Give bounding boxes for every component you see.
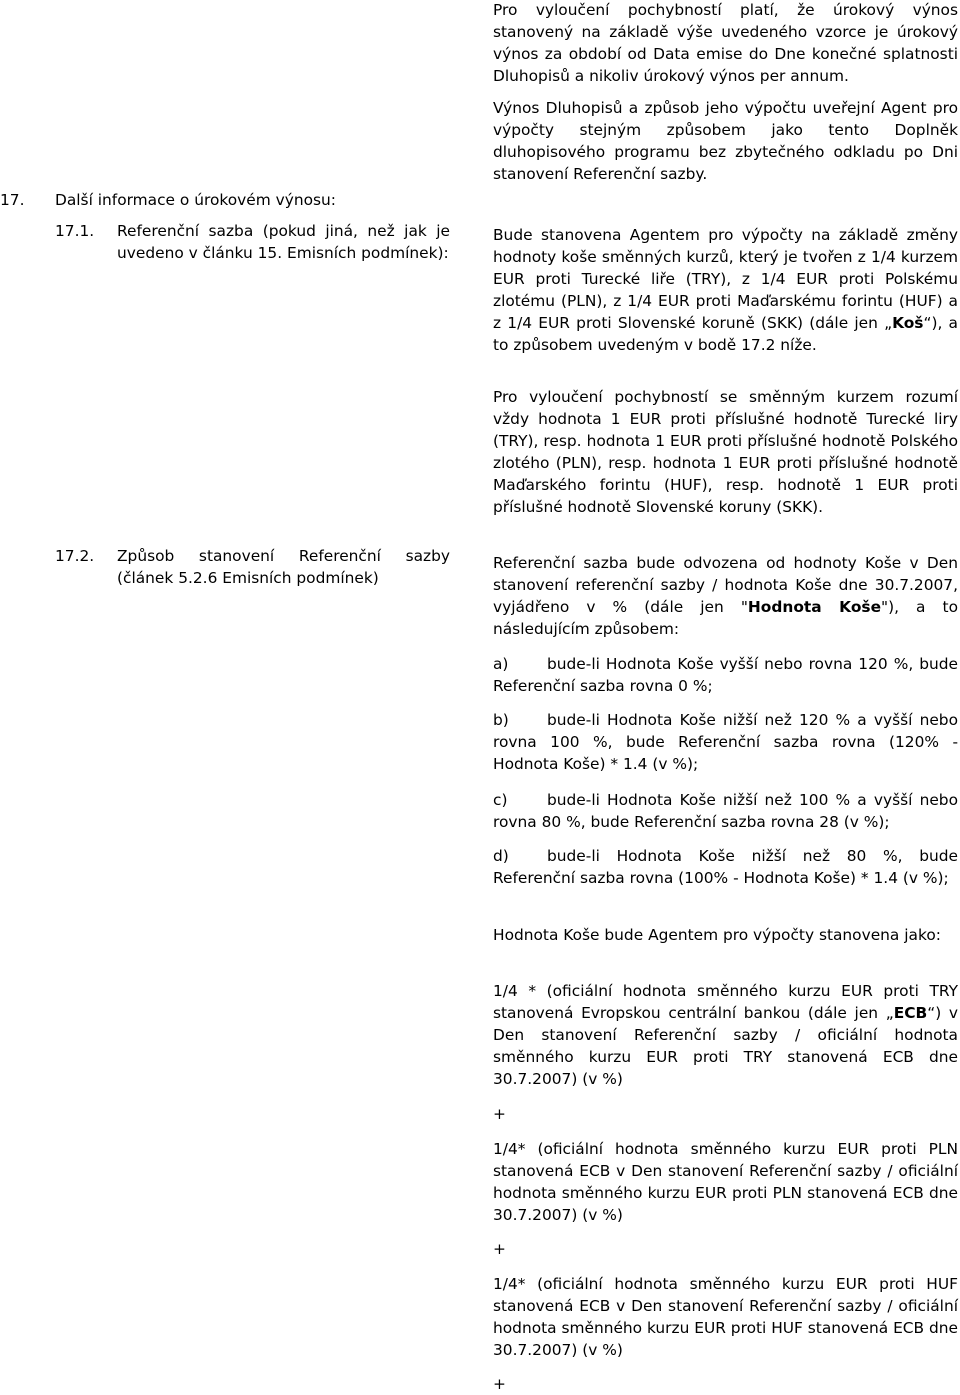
paragraph-exchange-rate-note: Pro vyloučení pochybností se směnným kurzem rozumí vždy hodnota 1 EUR proti příslušné hodnotě Turecké liry (TRY), resp. hodnota 1 EUR proti příslušné hodnotě Polského zlotého (PLN), resp. hodnota 1 EUR proti příslušné hodnotě Maďarského forintu (HUF), resp. hodnotě 1 EUR proti příslušné hodnotě Slovenské koruny (SKK). xyxy=(493,388,958,516)
formula-term-try: 1/4 * (oficiální hodnota směnného kurzu EUR proti TRY stanovená Evropskou centrální bankou (dále jen „ECB“) v Den stanovení Referenční sazby / oficiální hodnota směnného kurzu EUR proti TRY stanovená ECB dne 30.7.2007) (v %) xyxy=(493,982,959,1088)
plus-sign-2: + xyxy=(493,1240,506,1258)
case-b-label: b) xyxy=(493,711,509,729)
term-ecb: ECB xyxy=(893,1004,928,1022)
plus-sign-3: + xyxy=(493,1375,506,1393)
case-d-label: d) xyxy=(493,847,509,865)
paragraph-basket-definition: Bude stanovena Agentem pro výpočty na základě změny hodnoty koše směnných kurzů, který je tvořen z 1/4 kurzem EUR proti Turecké liře (TRY), z 1/4 EUR proti Polskému zlotému (PLN), z 1/4 EUR proti Maďarskému forintu (HUF) a z 1/4 EUR proti Slovenské koruně (SKK) (dále jen „Koš“), a to způsobem uvedeným v bodě 17.2 níže. xyxy=(493,226,958,354)
case-a xyxy=(493,653,958,697)
section-number: 17. xyxy=(0,191,25,209)
plus-sign-1: + xyxy=(493,1105,506,1123)
formula-term-pln: 1/4* (oficiální hodnota směnného kurzu EUR proti PLN stanovená ECB v Den stanovení Referenční sazby / oficiální hodnota směnného kurzu EUR proti PLN stanovená ECB dne 30.7.2007) (v %) xyxy=(493,1140,958,1224)
paragraph-interest-yield-note: Pro vyloučení pochybností platí, že úrokový výnos stanovený na základě výše uvedeného vzorce je úrokový výnos za období od Data emise do Dne konečné splatnosti Dluhopisů a nikoliv úrokový výnos per annum. xyxy=(493,1,958,85)
paragraph-reference-rate-derivation: Referenční sazba bude odvozena od hodnoty Koše v Den stanovení referenční sazby / hodnota Koše dne 30.7.2007, vyjádřeno v % (dále jen "Hodnota Koše"), a to následujícím způsobem: xyxy=(493,554,958,638)
item-17-1-number: 17.1. xyxy=(55,222,95,240)
case-d-text: bude-li Hodnota Koše nižší než 80 %, bude Referenční sazba rovna (100% - Hodnota Koše) * 1.4 (v %); xyxy=(493,847,958,887)
paragraph-yield-publication: Výnos Dluhopisů a způsob jeho výpočtu uveřejní Agent pro výpočty stejným způsobem jako tento Doplněk dluhopisového programu bez zbytečného odkladu po Dni stanovení Referenční sazby. xyxy=(493,99,958,183)
term-kos: Koš xyxy=(892,314,924,332)
item-17-1-text: Referenční sazba (pokud jiná, než jak je uvedeno v článku 15. Emisních podmínek): xyxy=(117,222,450,262)
item-17-2-number: 17.2. xyxy=(55,547,95,565)
case-c-label: c) xyxy=(493,791,508,809)
formula-term-huf: 1/4* (oficiální hodnota směnného kurzu EUR proti HUF stanovená ECB v Den stanovení Referenční sazby / oficiální hodnota směnného kurzu EUR proti HUF stanovená ECB dne 30.7.2007) (v %) xyxy=(493,1275,958,1359)
case-c xyxy=(493,789,958,833)
case-b-text: bude-li Hodnota Koše nižší než 120 % a vyšší nebo rovna 100 %, bude Referenční sazba rovna (120% - Hodnota Koše) * 1.4 (v %); xyxy=(493,711,958,773)
case-a-label: a) xyxy=(493,655,509,673)
case-b xyxy=(493,709,958,775)
case-d xyxy=(493,845,958,889)
paragraph-basket-value-intro: Hodnota Koše bude Agentem pro výpočty stanovena jako: xyxy=(493,926,941,944)
section-17-heading xyxy=(0,189,460,211)
case-c-text: bude-li Hodnota Koše nižší než 100 % a vyšší nebo rovna 80 %, bude Referenční sazba rovna 28 (v %); xyxy=(493,791,958,831)
term-hodnota-kose: Hodnota Koše xyxy=(747,598,882,616)
section-title: Další informace o úrokovém výnosu: xyxy=(55,191,336,209)
case-a-text: bude-li Hodnota Koše vyšší nebo rovna 120 %, bude Referenční sazba rovna 0 %; xyxy=(493,655,958,695)
item-17-2-text: Způsob stanovení Referenční sazby (článek 5.2.6 Emisních podmínek) xyxy=(117,547,450,587)
